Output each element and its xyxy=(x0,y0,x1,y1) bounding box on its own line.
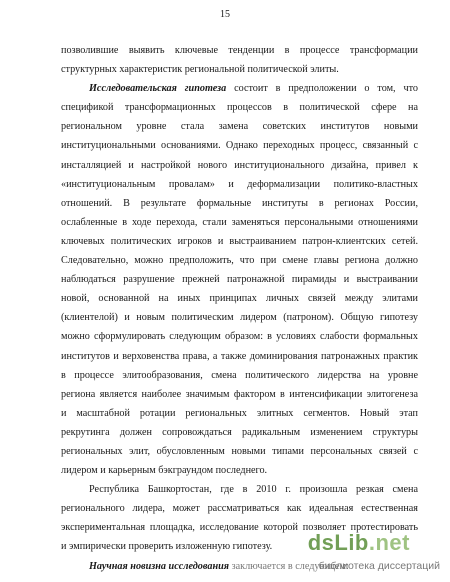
line-text: лидером и карьерным бэкграундом последнего. xyxy=(61,465,268,477)
dslib-tagline: библиотека диссертаций xyxy=(318,560,440,572)
text-line xyxy=(61,156,418,175)
line-text: наблюдаться разрушение прежней патронажной пирамиды и выстраивании xyxy=(61,274,418,286)
text-line xyxy=(61,60,418,79)
line-text: «институциональным провалам» и деформализации политико-властных xyxy=(61,178,418,190)
document-body xyxy=(61,41,418,576)
text-line xyxy=(61,480,418,499)
text-line xyxy=(61,79,418,98)
bold-italic-lead: Исследовательская гипотеза xyxy=(89,83,227,95)
line-text: Республика Башкортостан, где в 2010 г. произошла резкая смена xyxy=(89,484,418,496)
line-text: региональных элит, обусловленным новыми типами персональных связей с xyxy=(61,445,418,457)
text-line xyxy=(61,175,418,194)
line-text: региона является наиболее значимым фактором в интенсификации элитогенеза xyxy=(61,388,418,400)
line-text: позволившие выявить ключевые тенденции в процессе трансформации xyxy=(61,45,418,56)
line-text: и масштабной ротации региональных элитных сегментов. Новый этап xyxy=(61,407,418,419)
line-text: структурных характеристик региональной политической элиты. xyxy=(61,64,339,76)
text-line xyxy=(61,251,418,270)
line-text: спецификой трансформационных процессов в политической сфере на xyxy=(61,102,418,114)
line-text: ослабленные в ходе перехода, стали заменяться персональными отношениями xyxy=(61,216,418,228)
text-line xyxy=(61,404,418,423)
text-line xyxy=(61,423,418,442)
text-line xyxy=(61,366,418,385)
text-line xyxy=(61,442,418,461)
line-text: новой, основанной на иных принципах личных связей между элитами xyxy=(61,293,418,305)
line-text: ключевых политических игроков и выстраиванием патрон-клиентских сетей. xyxy=(61,235,418,247)
text-line xyxy=(61,194,418,213)
line-text: (клиентелой) и новым политическим лидером (патроном). Общую гипотезу xyxy=(61,312,418,324)
line-text: состоит в предположении о том, что xyxy=(226,83,418,95)
text-line xyxy=(61,98,418,117)
text-line xyxy=(61,308,418,327)
line-text: Следовательно, можно предположить, что при смене главы региона должно xyxy=(61,255,418,267)
text-line xyxy=(61,289,418,308)
text-line xyxy=(61,347,418,366)
line-text: заключается в следующем: xyxy=(229,560,349,572)
line-text: рекрутинга должен сопровождаться радикальным изменением структуры xyxy=(61,426,418,438)
line-text: можно сформулировать следующим образом: в условиях слабости формальных xyxy=(61,331,418,343)
line-text: институтов и верховенства права, а также доминирования патронажных практик xyxy=(61,350,418,362)
line-text: региональном уровне стала замена советских институтов новыми xyxy=(61,121,418,133)
text-line xyxy=(61,385,418,404)
dslib-watermark xyxy=(280,530,440,576)
page-number: 15 xyxy=(220,9,230,20)
line-text: экспериментальная площадка, исследование которой позволяет протестировать xyxy=(61,522,418,534)
text-line xyxy=(61,136,418,155)
dslib-logo: dsLib.net xyxy=(307,530,410,555)
text-line xyxy=(61,117,418,136)
text-line xyxy=(61,499,418,518)
text-line xyxy=(61,41,418,60)
line-text: и эмпирически проверить изложенную гипотезу. xyxy=(61,541,273,553)
line-text: институциональными основаниями. Однако переходных процесс, связанный с xyxy=(61,140,418,152)
bold-italic-lead: Научная новизна исследования xyxy=(89,560,230,572)
line-text: инсталляцией и настройкой нового институционального дизайна, привел к xyxy=(61,159,418,171)
text-line xyxy=(61,327,418,346)
line-text: в процессе элитообразования, смена политического лидерства на уровне xyxy=(61,369,418,381)
line-text: регионального лидера, может рассматриваться как идеальная естественная xyxy=(61,503,418,515)
text-line xyxy=(61,461,418,480)
line-text: отношений. В результате формальные институты в регионах России, xyxy=(61,197,418,209)
text-line xyxy=(61,213,418,232)
text-line xyxy=(61,232,418,251)
text-line xyxy=(61,270,418,289)
